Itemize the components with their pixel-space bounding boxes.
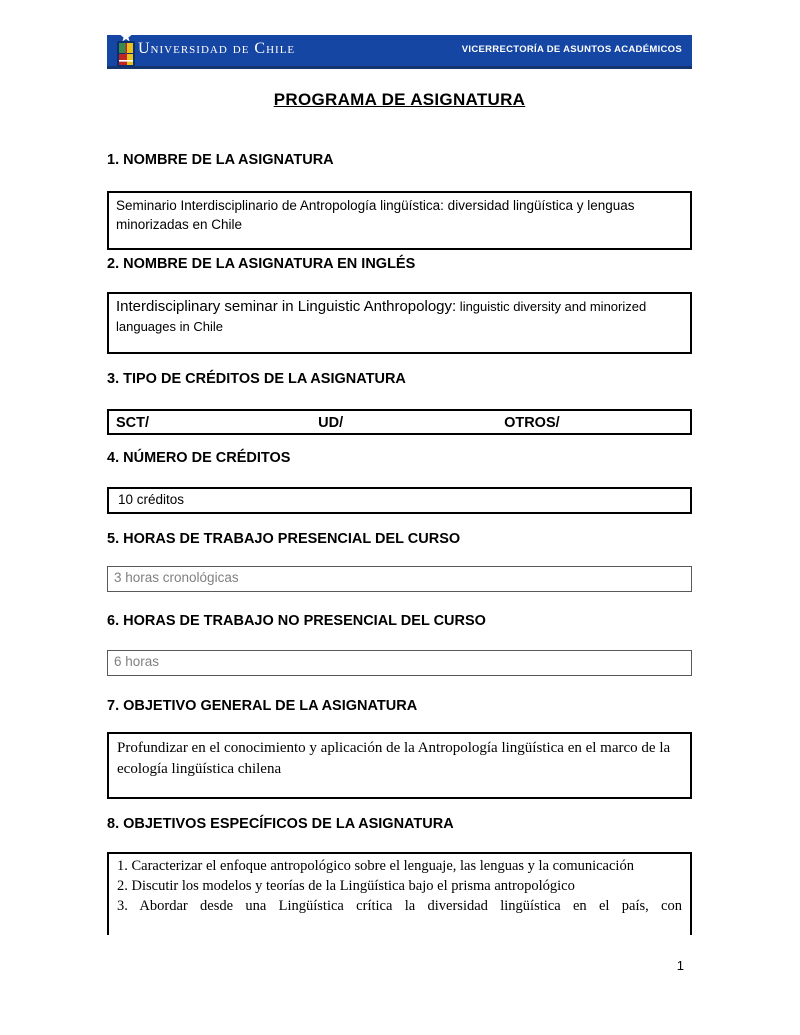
general-objective-text: Profundizar en el conocimiento y aplicación de la Antropología lingüística en el marco de la ecología lingüística chilena	[117, 740, 671, 777]
section-3-heading: 3. TIPO DE CRÉDITOS DE LA ASIGNATURA	[107, 371, 406, 387]
section-6-heading: 6. HORAS DE TRABAJO NO PRESENCIAL DEL CURSO	[107, 613, 486, 629]
credit-type-ud-label: UD/	[318, 415, 344, 431]
page-number: 1	[676, 958, 684, 973]
section-2-heading: 2. NOMBRE DE LA ASIGNATURA EN INGLÉS	[107, 256, 416, 272]
course-name-en-main: Interdisciplinary seminar in Linguistic Anthropology:	[116, 298, 457, 315]
credit-type-sct-label: SCT/	[116, 415, 150, 431]
non-presential-hours-value: 6 horas	[114, 654, 160, 669]
specific-objective-3: 3. Abordar desde una Lingüística crítica la diversidad lingüística en el país, con	[117, 898, 682, 914]
section-2-field	[107, 292, 692, 354]
credit-count-value: 10 créditos	[118, 492, 185, 507]
header-bar	[107, 35, 692, 69]
section-8-field	[107, 852, 692, 935]
specific-objective-2: 2. Discutir los modelos y teorías de la Lingüística bajo el prisma antropológico	[117, 878, 575, 894]
specific-objective-1: 1. Caracterizar el enfoque antropológico sobre el lenguaje, las lenguas y la comunicación	[117, 858, 634, 874]
university-crest-icon	[114, 30, 138, 70]
course-name-es: Seminario Interdisciplinario de Antropología lingüística: diversidad lingüística y lenguas minorizadas en Chile	[116, 198, 635, 232]
section-8-heading: 8. OBJETIVOS ESPECÍFICOS DE LA ASIGNATURA	[107, 816, 454, 832]
section-4-field	[107, 487, 692, 514]
course-name-en-sub: linguistic diversity and minorized languages in Chile	[116, 299, 647, 334]
section-5-field	[107, 566, 692, 592]
section-6-field	[107, 650, 692, 676]
section-1-heading: 1. NOMBRE DE LA ASIGNATURA	[107, 152, 334, 168]
section-7-heading: 7. OBJETIVO GENERAL DE LA ASIGNATURA	[107, 698, 418, 714]
section-7-field	[107, 732, 692, 799]
section-4-heading: 4. NÚMERO DE CRÉDITOS	[107, 450, 291, 466]
page-title: PROGRAMA DE ASIGNATURA	[273, 90, 526, 109]
crest-star	[121, 31, 132, 42]
vicerrectoria-label: VICERRECTORÍA DE ASUNTOS ACADÉMICOS	[461, 44, 682, 55]
section-1-field	[107, 191, 692, 250]
section-5-heading: 5. HORAS DE TRABAJO PRESENCIAL DEL CURSO	[107, 531, 461, 547]
presential-hours-value: 3 horas cronológicas	[114, 570, 239, 585]
section-3-field	[107, 409, 692, 435]
university-name: Universidad de Chile	[138, 40, 296, 57]
credit-type-otros-label: OTROS/	[504, 415, 560, 431]
